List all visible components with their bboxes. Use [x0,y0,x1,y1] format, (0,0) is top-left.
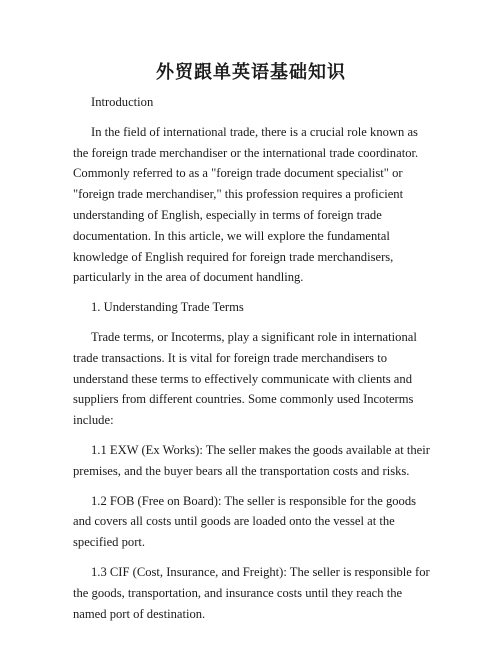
paragraph-fob: 1.2 FOB (Free on Board): The seller is responsible for the goods and covers all costs until goods are loaded onto the vessel at the specified port. [73,493,417,550]
paragraph-introduction-heading: Introduction [91,95,154,109]
paragraph-cif: 1.3 CIF (Cost, Insurance, and Freight): The seller is responsible for the goods, transportation, and insurance costs until they reach the named port of destination. [73,564,430,621]
document-body [73,92,433,633]
page-title: 外贸跟单英语基础知识 [156,62,346,83]
paragraph-introduction: In the field of international trade, there is a crucial role known as the foreign trade merchandiser or the international trade coordinator. Commonly referred to as a "foreign trade document specialist" or "foreign trade merchandiser," this profession requires a proficient understanding of English, especially in terms of foreign trade documentation. In this article, we will explore the fundamental knowledge of English required for foreign trade merchandisers, particularly in the area of document handling. [73,124,419,285]
section-heading-trade-terms: 1. Understanding Trade Terms [91,300,244,315]
paragraph-exw: 1.1 EXW (Ex Works): The seller makes the goods available at their premises, and the buyer bears all the transportation costs and risks. [73,442,430,478]
paragraph-trade-terms: Trade terms, or Incoterms, play a significant role in international trade transactions. It is vital for foreign trade merchandisers to understand these terms to effectively communicate with clients and suppliers from different countries. Some commonly used Incoterms include: [73,329,417,428]
